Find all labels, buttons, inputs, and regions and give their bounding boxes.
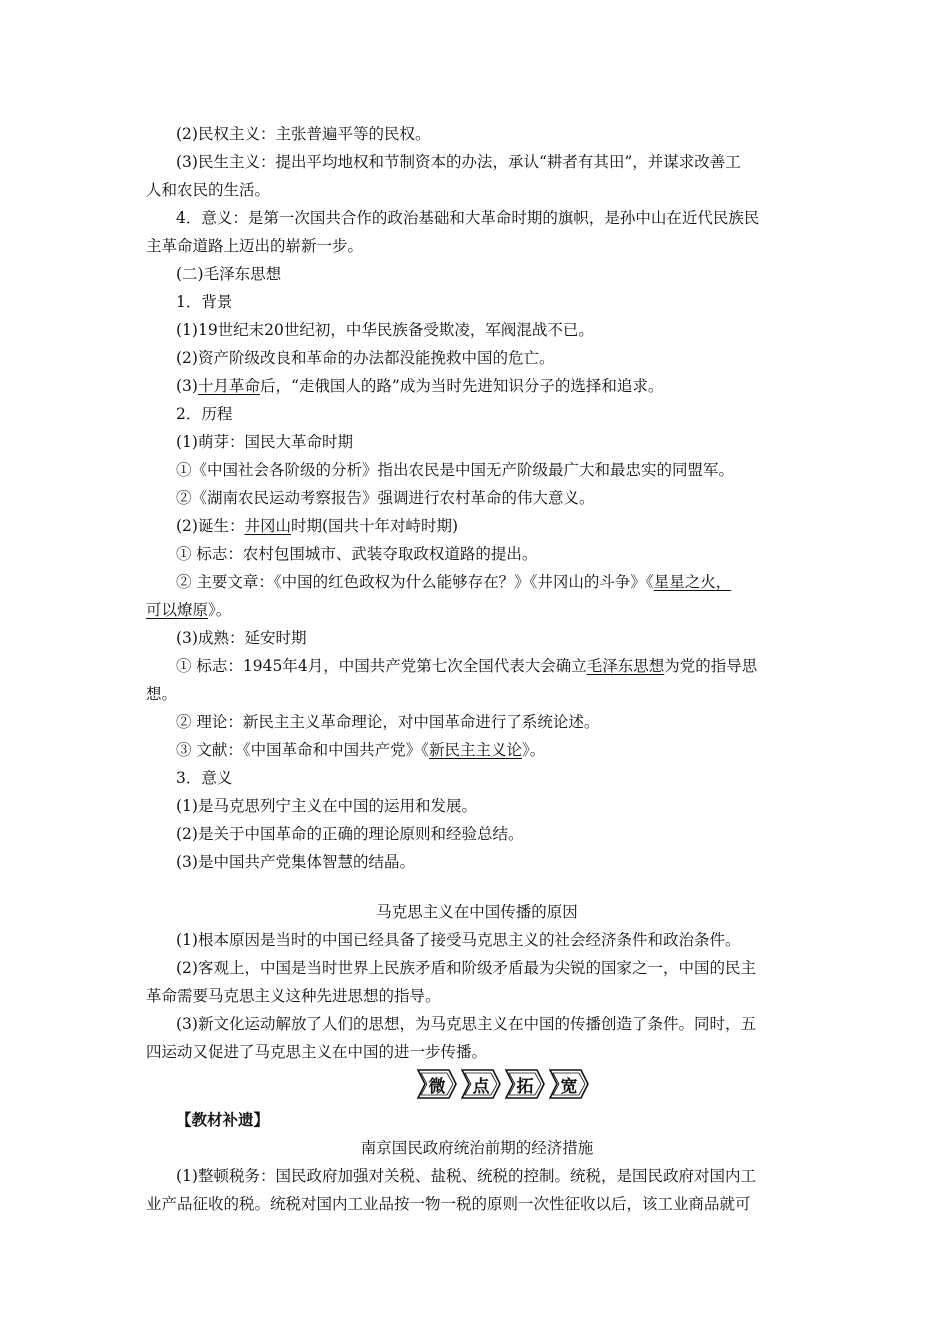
- text-segment: (2)客观上，中国是当时世界上民族矛盾和阶级矛盾最为尖锐的国家之一，中国的民主: [176, 959, 756, 977]
- text-line: [146, 684, 808, 704]
- box-title: [146, 902, 808, 922]
- text-segment: (3)新文化运动解放了人们的思想，为马克思主义在中国的传播创造了条件。同时，五: [176, 1015, 756, 1033]
- text-line: [146, 986, 808, 1006]
- text-segment: (3)是中国共产党集体智慧的结晶。: [176, 853, 415, 871]
- text-line: [176, 628, 808, 648]
- underlined-term: 可以燎原: [146, 601, 209, 619]
- text-segment: 人和农民的生活。: [146, 181, 271, 199]
- text-line: [176, 152, 808, 172]
- text-segment: ① 标志：农村包围城市、武装夺取政权道路的提出。: [176, 545, 538, 563]
- text-segment: (1)整顿税务：国民政府加强对关税、盐税、统税的控制。统税，是国民政府对国内工: [176, 1167, 756, 1185]
- text-segment: ③ 文献：《中国革命和中国共产党》《: [176, 741, 429, 759]
- banner-chevron: [505, 1069, 545, 1099]
- text-line: [146, 1194, 808, 1214]
- banner-chevron: [417, 1069, 457, 1099]
- underlined-term: 新民主主义论: [428, 741, 522, 759]
- text-line: [146, 1042, 808, 1062]
- text-segment: (2)资产阶级改良和革命的办法都没能挽救中国的危亡。: [176, 349, 555, 367]
- section-banner: [417, 1069, 589, 1099]
- text-line: [176, 824, 808, 844]
- text-segment: (2)是关于中国革命的正确的理论原则和经验总结。: [176, 825, 524, 843]
- text-segment: (2)诞生：: [176, 517, 245, 535]
- banner-char: 宽: [560, 1076, 578, 1097]
- text-segment: 四运动又促进了马克思主义在中国的进一步传播。: [146, 1043, 488, 1061]
- text-line: [176, 852, 808, 872]
- text-segment: 【教材补遗】: [176, 1110, 270, 1129]
- text-segment: (1)萌芽：国民大革命时期: [176, 433, 353, 451]
- text-segment: 革命需要马克思主义这种先进思想的指导。: [146, 987, 441, 1005]
- banner-char: 拓: [516, 1076, 534, 1097]
- underlined-term: 井冈山: [244, 517, 291, 535]
- text-segment: (2)民权主义：主张普遍平等的民权。: [176, 125, 431, 143]
- text-line: [176, 712, 808, 732]
- text-segment: (3)成熟：延安时期: [176, 629, 307, 647]
- text-segment: (1)是马克思列宁主义在中国的运用和发展。: [176, 797, 477, 815]
- text-segment: 业产品征收的税。统税对国内工业品按一物一税的原则一次性征收以后，该工业商品就可: [146, 1195, 751, 1213]
- text-segment: (1)根本原因是当时的中国已经具备了接受马克思主义的社会经济条件和政治条件。: [176, 931, 741, 949]
- text-line: [176, 320, 808, 340]
- text-line: [176, 460, 808, 480]
- banner-chevron: [461, 1069, 501, 1099]
- underlined-term: 毛泽东思想: [586, 657, 665, 675]
- banner-char: 微: [428, 1076, 446, 1097]
- text-line: [176, 432, 808, 452]
- text-line: [146, 600, 808, 620]
- text-line: [146, 180, 808, 200]
- text-segment: ①《中国社会各阶级的分析》指出农民是中国无产阶级最广大和最忠实的同盟军。: [176, 461, 735, 479]
- underlined-term: 星星之火，: [653, 573, 732, 591]
- text-line: [176, 1014, 808, 1034]
- text-segment: 3．意义: [176, 769, 233, 787]
- text-segment: (二)毛泽东思想: [176, 265, 282, 283]
- text-segment: 后，“走俄国人的路”成为当时先进知识分子的选择和追求。: [259, 377, 664, 395]
- subsection-heading: [176, 404, 808, 424]
- text-segment: 时期(国共十年对峙时期): [290, 517, 459, 535]
- section-heading: [176, 264, 808, 284]
- text-segment: (3): [176, 377, 198, 395]
- banner-char: 点: [472, 1076, 490, 1097]
- text-segment: 4．意义：是第一次国共合作的政治基础和大革命时期的旗帜，是孙中山在近代民族民: [176, 209, 760, 227]
- text-line: [176, 656, 808, 676]
- text-segment: 为党的指导思: [664, 657, 758, 675]
- text-segment: 2．历程: [176, 405, 233, 423]
- supplement-title: [146, 1138, 808, 1158]
- text-line: [176, 796, 808, 816]
- text-line: [176, 208, 808, 228]
- text-segment: 》。: [521, 741, 546, 759]
- text-segment: ② 理论：新民主主义革命理论，对中国革命进行了系统论述。: [176, 713, 600, 731]
- text-line: [176, 348, 808, 368]
- banner-chevron: [549, 1069, 589, 1099]
- text-line: [176, 958, 808, 978]
- text-line: [176, 488, 808, 508]
- text-line: [146, 236, 808, 256]
- text-segment: 主革命道路上迈出的崭新一步。: [146, 237, 364, 255]
- subsection-heading: [176, 768, 808, 788]
- underlined-term: 十月革命: [197, 377, 260, 395]
- text-segment: (3)民生主义：提出平均地权和节制资本的办法，承认“耕者有其田”，并谋求改善工: [176, 153, 741, 171]
- subsection-heading: [176, 292, 808, 312]
- text-line: [176, 516, 808, 536]
- text-segment: ②《湖南农民运动考察报告》强调进行农村革命的伟大意义。: [176, 489, 595, 507]
- text-segment: ② 主要文章：《中国的红色政权为什么能够存在？》《井冈山的斗争》《: [176, 573, 654, 591]
- text-segment: 南京国民政府统治前期的经济措施: [360, 1139, 594, 1157]
- supplement-label: [176, 1110, 808, 1130]
- text-line: [176, 572, 808, 592]
- text-line: [176, 376, 808, 396]
- text-line: [176, 544, 808, 564]
- text-segment: ① 标志：1945年4月，中国共产党第七次全国代表大会确立: [176, 657, 587, 675]
- text-line: [176, 1166, 808, 1186]
- text-line: [176, 124, 808, 144]
- text-line: [176, 930, 808, 950]
- text-segment: 1．背景: [176, 293, 233, 311]
- text-segment: (1)19世纪末20世纪初，中华民族备受欺凌，军阀混战不已。: [176, 321, 594, 339]
- text-segment: 马克思主义在中国传播的原因: [376, 903, 578, 921]
- text-line: [176, 740, 808, 760]
- text-segment: 》。: [208, 601, 232, 619]
- text-segment: 想。: [146, 685, 178, 703]
